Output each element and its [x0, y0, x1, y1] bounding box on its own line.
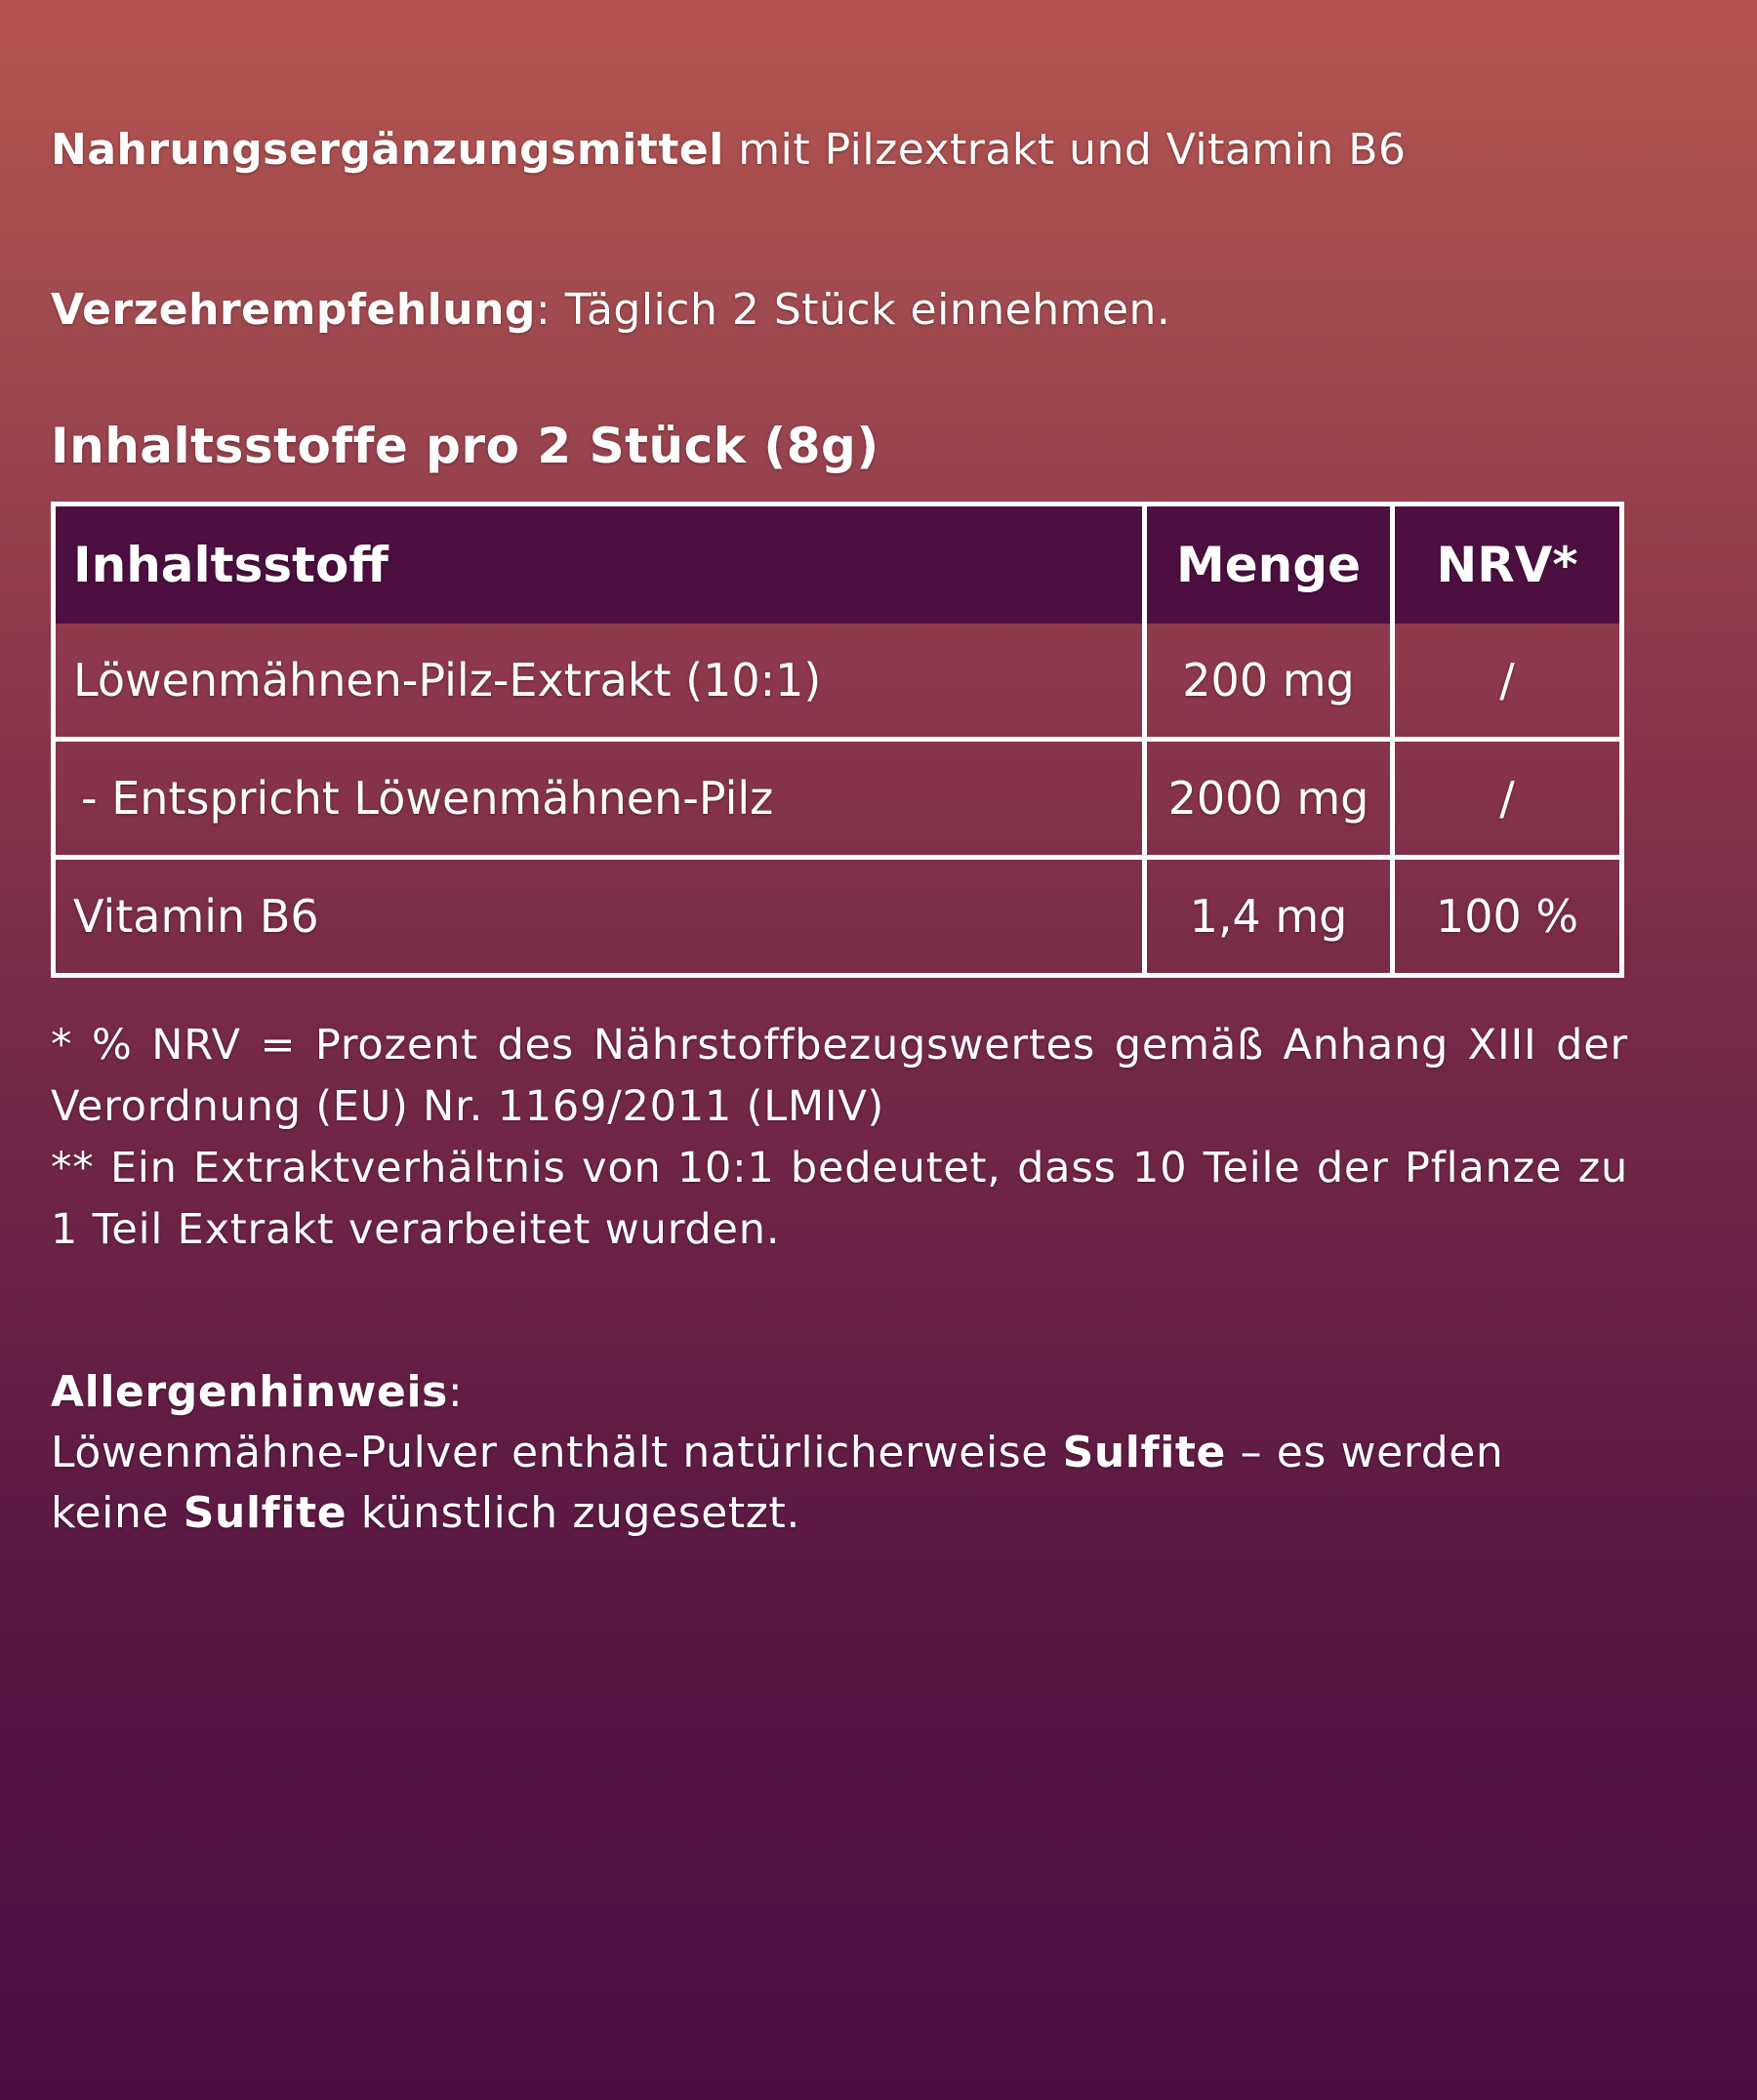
allergen-sulfite: Sulfite	[1062, 1428, 1226, 1477]
product-type: Nahrungsergänzungsmittel	[51, 125, 724, 175]
product-description	[51, 125, 1406, 175]
allergen-text-part: künstlich zugesetzt.	[347, 1488, 800, 1538]
allergen-text-part: – es werden keine	[51, 1428, 1504, 1538]
product-description-text: mit Pilzextrakt und Vitamin B6	[723, 125, 1407, 175]
ingredient-amount: 1,4 mg	[1147, 860, 1395, 973]
allergen-label-suffix: :	[447, 1367, 464, 1417]
allergen-sulfite: Sulfite	[183, 1488, 347, 1538]
ingredient-name: - Entspricht Löwenmähnen-Pilz	[56, 742, 1147, 860]
allergen-label: Allergenhinweis	[51, 1367, 448, 1417]
table-header-row	[56, 506, 1619, 624]
ingredient-nrv: 100 %	[1435, 890, 1579, 944]
table-row	[56, 742, 1619, 860]
dosage-recommendation	[51, 285, 1170, 335]
ingredient-name: Löwenmähnen-Pilz-Extrakt (10:1)	[56, 624, 1147, 742]
ingredient-nrv: /	[1395, 624, 1619, 742]
footnote-extract-ratio: ** Ein Extraktverhältnis von 10:1 bedeutet, dass 10 Teile der Pflanze zu 1 Teil Extrakt verarbeitet wurden.	[51, 1144, 1628, 1254]
allergen-heading	[51, 1362, 1632, 1423]
header-ingredient: Inhaltsstoff	[56, 506, 1147, 624]
table-heading: Inhaltsstoffe pro 2 Stück (8g)	[51, 418, 879, 474]
allergen-text-part: Löwenmähne-Pulver enthält natürlicherweise	[51, 1428, 1063, 1477]
dosage-text: : Täglich 2 Stück einnehmen.	[535, 285, 1171, 335]
header-nrv: NRV*	[1395, 506, 1619, 624]
allergen-text	[51, 1423, 1632, 1544]
ingredient-amount: 200 mg	[1147, 624, 1395, 742]
dosage-label: Verzehrempfehlung	[51, 285, 536, 335]
header-amount: Menge	[1147, 506, 1395, 624]
ingredient-name: Vitamin B6	[56, 860, 1147, 973]
table-row	[56, 860, 1619, 973]
footnote-nrv: * % NRV = Prozent des Nährstoffbezugswertes gemäß Anhang XIII der Verordnung (EU) Nr. 1169/2011 (LMIV)	[51, 1021, 1628, 1131]
allergen-notice	[51, 1362, 1632, 1544]
ingredient-amount: 2000 mg	[1147, 742, 1395, 860]
table-row	[56, 624, 1619, 742]
ingredient-nrv: /	[1395, 742, 1619, 860]
ingredients-table	[51, 502, 1624, 978]
footnotes	[51, 1015, 1628, 1261]
